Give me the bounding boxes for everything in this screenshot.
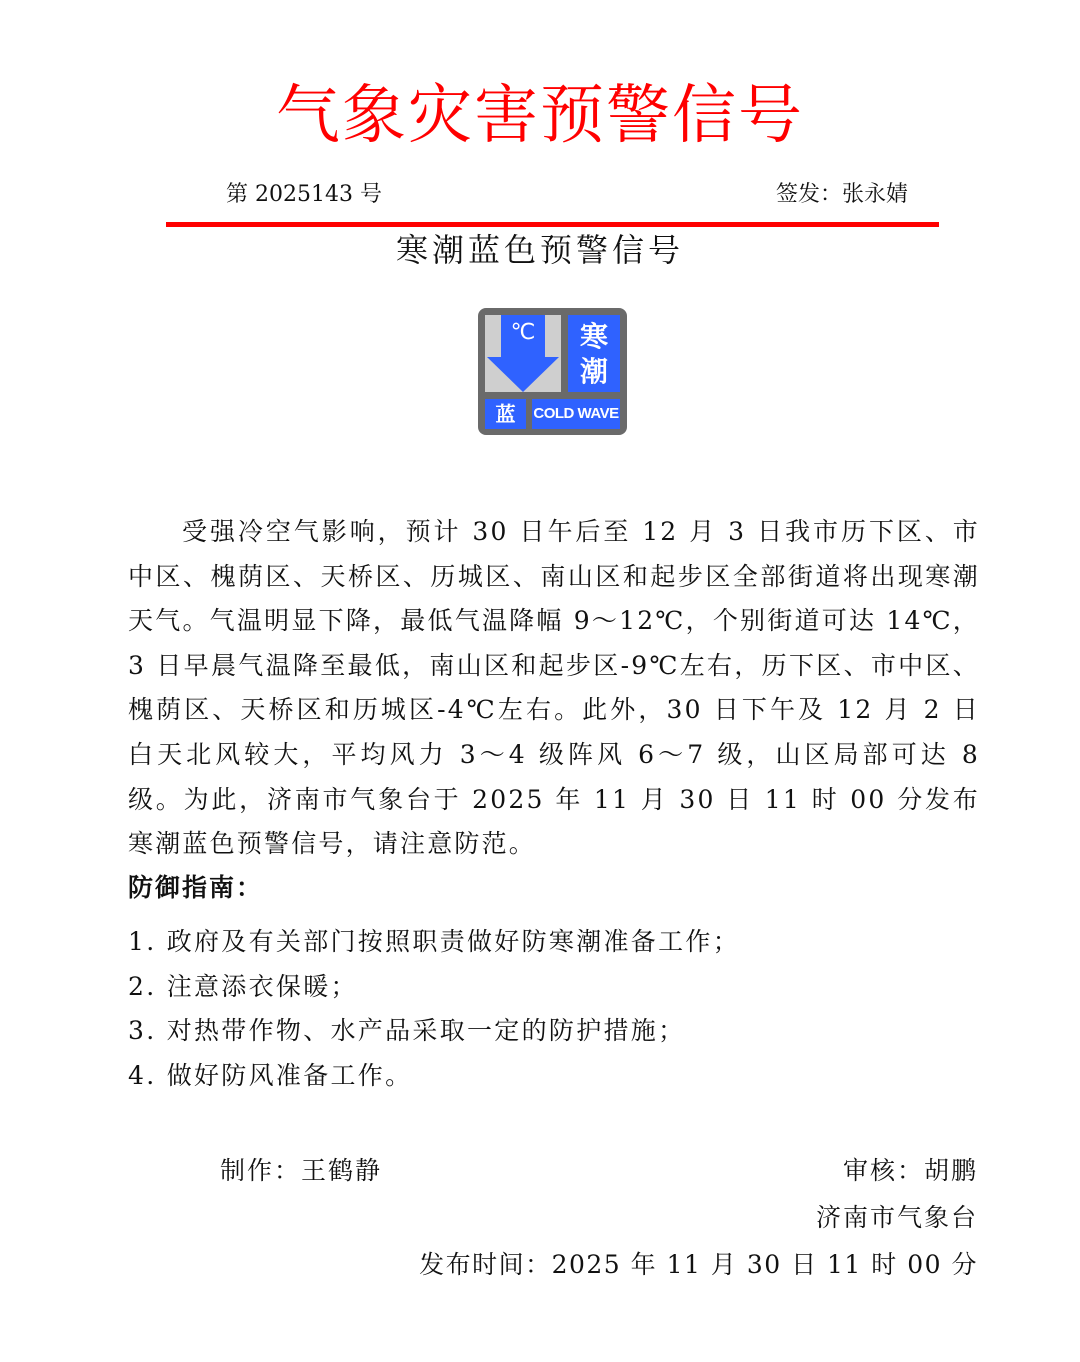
defense-guide-heading: 防御指南： <box>128 873 264 902</box>
reviewer: 审核：胡鹏 <box>842 1156 978 1185</box>
guide-item: 2. 注意添衣保暖； <box>128 971 358 1001</box>
warning-title: 寒潮蓝色预警信号 <box>395 231 684 269</box>
icon-type-char-1: 寒 <box>579 319 608 353</box>
icon-type-char-2: 潮 <box>579 354 608 388</box>
red-divider <box>166 222 939 227</box>
icon-type-panel <box>568 315 620 392</box>
signer: 签发：张永婧 <box>775 182 908 207</box>
producer: 制作：王鹤静 <box>220 1156 383 1185</box>
icon-level-label: 蓝 <box>485 399 526 429</box>
guide-item: 1. 政府及有关部门按照职责做好防寒潮准备工作； <box>128 927 741 956</box>
document-number: 第 2025143 号 <box>226 182 382 207</box>
warning-body-paragraph: 受强冷空气影响，预计 30 日午后至 12 月 3 日我市历下区、市中区、槐荫区、天桥区、历城区、南山区和起步区全部街道将出现寒潮天气。气温明显下降，最低气温降幅 9～12℃，个别街道可达 14℃，3 日早晨气温降至最低，南山区和起步区-9℃左右，历下区、市中区、槐荫区、天桥区和历城区-4℃左右。此外，30 日下午及 12 月 2 日白天北风较大，平均风力 3～4 级阵风 6～7 级，山区局部可达 8 级。为此，济南市气象台于 2025 年 11 月 30 日 11 时 00 分发布寒潮蓝色预警信号，请注意防范。 <box>128 517 980 859</box>
guide-item: 3. 对热带作物、水产品采取一定的防护措施； <box>128 1016 686 1045</box>
document-title: 气象灾害预警信号 <box>276 79 804 153</box>
issue-time: 发布时间：2025 年 11 月 30 日 11 时 00 分 <box>419 1250 978 1279</box>
defense-guide-list <box>128 920 740 1098</box>
icon-english-label: COLD WAVE <box>532 399 620 429</box>
guide-item: 4. 做好防风准备工作。 <box>128 1060 413 1090</box>
cold-wave-blue-warning-icon <box>478 308 627 435</box>
issuing-agency: 济南市气象台 <box>815 1203 978 1232</box>
celsius-icon: ℃ <box>510 320 536 345</box>
